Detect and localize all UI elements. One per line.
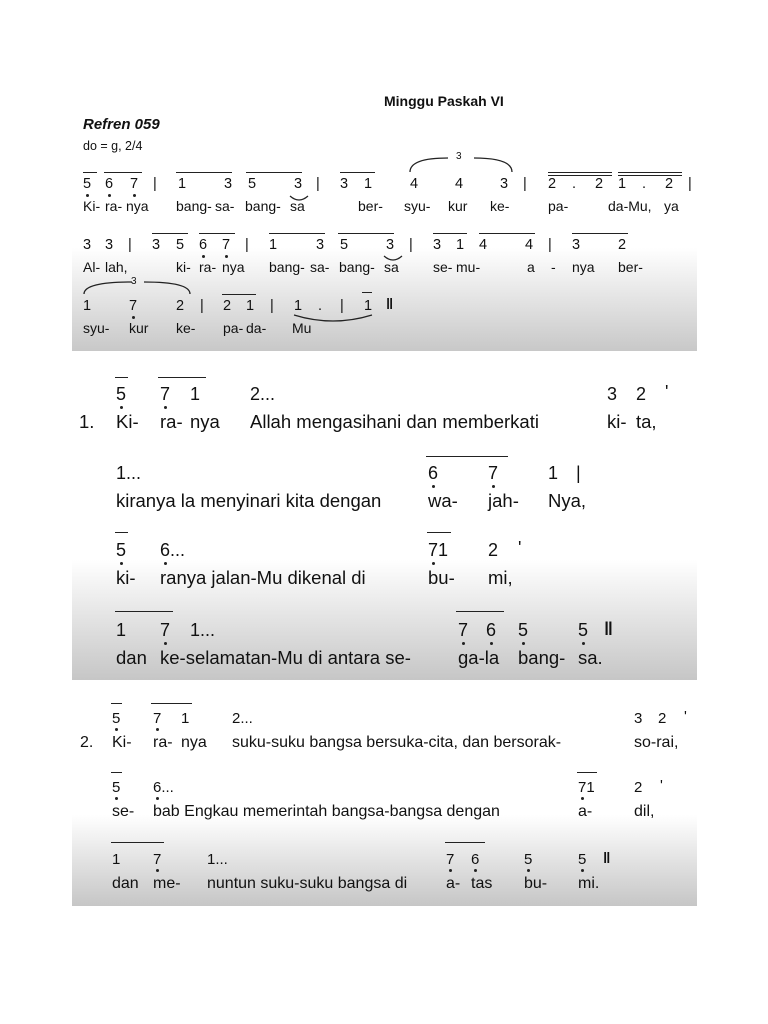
note: 7 [446, 851, 455, 868]
note: 3 [316, 237, 325, 253]
note: 71 [578, 779, 595, 796]
triplet-mark: 3 [456, 151, 462, 162]
note: 5 [578, 851, 587, 868]
barline: | [523, 176, 527, 192]
beam [176, 172, 232, 173]
note: 4 [410, 176, 419, 192]
note: 3 [224, 176, 233, 192]
note: 1... [190, 620, 216, 640]
note: 7 [153, 851, 162, 868]
note: 7 [130, 176, 139, 192]
lyric: wa- [428, 490, 458, 511]
note: 3 [386, 237, 395, 253]
barline: | [200, 298, 204, 314]
octave-dot [225, 255, 228, 258]
lyric: bang- [269, 259, 305, 275]
lyric: syu- [83, 320, 110, 336]
breath-mark: ' [665, 382, 669, 402]
octave-dot [581, 869, 584, 872]
octave-dot [115, 728, 118, 731]
note: 1 [364, 298, 373, 314]
beam [83, 172, 97, 173]
lyric: se- [112, 803, 135, 820]
beam [548, 175, 612, 176]
octave-dot [527, 869, 530, 872]
note: 2... [250, 384, 276, 404]
lyric: bu- [428, 567, 455, 588]
breath-mark: ' [660, 777, 663, 794]
lyric: nya [126, 198, 149, 214]
lyric: bang- [245, 198, 281, 214]
lyric: ga-la [458, 647, 500, 668]
final-barline: ‖ [603, 850, 611, 867]
octave-dot [492, 485, 495, 488]
note: 2... [232, 710, 253, 727]
lyric: sa- [310, 259, 330, 275]
triplet-arc [82, 278, 192, 298]
note: 6 [486, 620, 497, 640]
octave-dot [120, 406, 123, 409]
barline: | [270, 298, 274, 314]
lyric: a- [446, 875, 461, 892]
beam [427, 532, 451, 533]
final-barline: ‖ [604, 619, 613, 639]
beam [222, 294, 256, 295]
lyric: sa- [215, 198, 235, 214]
beam [111, 842, 164, 843]
note: 1 [456, 237, 465, 253]
note: 5 [112, 779, 121, 796]
note: 1 [181, 710, 190, 727]
note: 3 [500, 176, 509, 192]
note: 3 [634, 710, 643, 727]
beam [158, 377, 206, 378]
note: 1 [294, 298, 303, 314]
beam [572, 233, 628, 234]
lyric: dan [116, 647, 147, 668]
note: 2 [176, 298, 185, 314]
lyric: pa- [548, 198, 569, 214]
octave-dot [86, 194, 89, 197]
note: 1... [116, 463, 142, 483]
lyric: Ki- [83, 198, 101, 214]
note: 5 [578, 620, 589, 640]
note: 1 [618, 176, 627, 192]
barline: | [340, 298, 344, 314]
lyric: sa [290, 198, 305, 214]
barline: | [245, 237, 249, 253]
beam [577, 772, 597, 773]
note: 2 [223, 298, 232, 314]
lyric: se- [433, 259, 453, 275]
note: 1 [112, 851, 121, 868]
note: 2 [658, 710, 667, 727]
lyric: ya [664, 198, 679, 214]
lyric: kiranya la menyinari kita dengan [116, 490, 382, 511]
barline: | [409, 237, 413, 253]
octave-dot [582, 642, 585, 645]
octave-dot [462, 642, 465, 645]
note: 1 [364, 176, 373, 192]
note: 3 [607, 384, 618, 404]
octave-dot [132, 316, 135, 319]
note: 1 [548, 463, 559, 483]
lyric: a [527, 259, 535, 275]
note: 1 [116, 620, 127, 640]
verse-number: 2. [80, 734, 94, 751]
note: 4 [525, 237, 534, 253]
beam [618, 175, 682, 176]
lyric: sa. [578, 647, 603, 668]
octave-dot [490, 642, 493, 645]
barline: | [153, 176, 157, 192]
beam [340, 172, 375, 173]
note: 3 [572, 237, 581, 253]
lyric: suku-suku bangsa bersuka-cita, dan bersorak- [232, 734, 562, 751]
lyric: ke- [490, 198, 510, 214]
beam [479, 233, 535, 234]
beam [115, 377, 128, 378]
octave-dot [164, 406, 167, 409]
octave-dot [581, 797, 584, 800]
note: 3 [152, 237, 161, 253]
verse-number: 1. [79, 411, 95, 432]
octave-dot [432, 485, 435, 488]
beam [548, 172, 612, 173]
key-signature: do = g, 2/4 [83, 139, 143, 153]
beam [199, 233, 235, 234]
lyric: mi. [578, 875, 600, 892]
note-dot: . [318, 298, 323, 314]
breath-mark: ' [518, 538, 522, 558]
beam [433, 233, 467, 234]
lyric: Mu [292, 320, 312, 336]
note-dot: . [572, 176, 577, 192]
note: 7 [222, 237, 231, 253]
octave-dot [432, 562, 435, 565]
note: 1... [207, 851, 228, 868]
lyric: bu- [524, 875, 548, 892]
note: 5 [524, 851, 533, 868]
note: 3 [83, 237, 92, 253]
lyric: nya [190, 411, 220, 432]
note: 6 [471, 851, 480, 868]
octave-dot [474, 869, 477, 872]
note: 1 [190, 384, 201, 404]
note: 4 [455, 176, 464, 192]
note: 2 [665, 176, 674, 192]
beam [456, 611, 504, 612]
lyric: kur [448, 198, 468, 214]
lyric: ta, [636, 411, 657, 432]
note: 2 [488, 540, 499, 560]
note: 5 [518, 620, 529, 640]
beam [151, 703, 192, 704]
lyric: Ki- [116, 411, 139, 432]
note: 6 [199, 237, 208, 253]
note: 6 [105, 176, 114, 192]
lyric: da- [246, 320, 267, 336]
beam [426, 456, 508, 457]
note: 7 [129, 298, 138, 314]
barline: | [688, 176, 692, 192]
lyric: dan [112, 875, 139, 892]
note: 1 [246, 298, 255, 314]
lyric: sa [384, 259, 399, 275]
note: 2 [595, 176, 604, 192]
note: 7 [488, 463, 499, 483]
lyric: nya [572, 259, 595, 275]
beam [246, 172, 302, 173]
lyric: ki- [116, 567, 136, 588]
lyric: - [551, 259, 556, 275]
breath-mark: ' [684, 708, 687, 725]
note: 3 [105, 237, 114, 253]
beam [104, 172, 142, 173]
lyric: jah- [488, 490, 519, 511]
barline: | [128, 237, 132, 253]
octave-dot [156, 869, 159, 872]
lyric: Al- [83, 259, 101, 275]
note: 5 [83, 176, 92, 192]
lyric: ra- [160, 411, 183, 432]
note: 2 [618, 237, 627, 253]
lyric: bab Engkau memerintah bangsa-bangsa dengan [153, 803, 500, 820]
note: 6... [160, 540, 186, 560]
page-title: Minggu Paskah VI [384, 93, 504, 109]
lyric: so-rai, [634, 734, 679, 751]
lyric: bang- [176, 198, 212, 214]
lyric: kur [129, 320, 149, 336]
note: 7 [160, 384, 171, 404]
lyric: ber- [358, 198, 383, 214]
lyric: ra- [105, 198, 123, 214]
note: 6 [428, 463, 439, 483]
lyric: bang- [339, 259, 375, 275]
lyric: da-Mu, [608, 198, 652, 214]
lyric: ki- [607, 411, 627, 432]
octave-dot [115, 797, 118, 800]
note: 7 [458, 620, 469, 640]
lyric: ranya jalan-Mu dikenal di [160, 567, 366, 588]
note: 1 [269, 237, 278, 253]
lyric: tas [471, 875, 493, 892]
note: 7 [153, 710, 162, 727]
note: 6... [153, 779, 174, 796]
lyric: ra- [153, 734, 173, 751]
beam [115, 532, 128, 533]
octave-dot [202, 255, 205, 258]
lyric: dil, [634, 803, 655, 820]
beam [338, 233, 394, 234]
beam [111, 703, 122, 704]
lyric: mu- [456, 259, 481, 275]
lyric: pa- [223, 320, 244, 336]
lyric: ki- [176, 259, 191, 275]
lyric: Nya, [548, 490, 587, 511]
octave-dot [449, 869, 452, 872]
lyric: ra- [199, 259, 217, 275]
note: 71 [428, 540, 449, 560]
beam [115, 611, 173, 612]
note: 4 [479, 237, 488, 253]
beam [362, 292, 372, 293]
lyric: syu- [404, 198, 431, 214]
note: 5 [112, 710, 121, 727]
note: 2 [636, 384, 647, 404]
octave-dot [133, 194, 136, 197]
lyric: ber- [618, 259, 643, 275]
beam [111, 772, 122, 773]
lyric: ke- [176, 320, 196, 336]
lyric: bang- [518, 647, 566, 668]
octave-dot [108, 194, 111, 197]
final-barline: ‖ [386, 297, 394, 313]
octave-dot [522, 642, 525, 645]
lyric: a- [578, 803, 593, 820]
lyric: ke-selamatan-Mu di antara se- [160, 647, 411, 668]
lyric: me- [153, 875, 181, 892]
note: 2 [548, 176, 557, 192]
lyric: mi, [488, 567, 513, 588]
octave-dot [156, 728, 159, 731]
note: 5 [248, 176, 257, 192]
beam [269, 233, 325, 234]
barline: | [316, 176, 320, 192]
note: 5 [116, 384, 127, 404]
lyric: Ki- [112, 734, 132, 751]
note: 1 [178, 176, 187, 192]
note: 5 [176, 237, 185, 253]
octave-dot [120, 562, 123, 565]
octave-dot [156, 797, 159, 800]
note: 7 [160, 620, 171, 640]
lyric: nya [181, 734, 207, 751]
beam [618, 172, 682, 173]
lyric: nya [222, 259, 245, 275]
note: 5 [340, 237, 349, 253]
note: 3 [340, 176, 349, 192]
beam [445, 842, 485, 843]
note-dot: . [642, 176, 647, 192]
barline: | [576, 463, 581, 483]
beam [152, 233, 188, 234]
barline: | [548, 237, 552, 253]
triplet-mark: 3 [131, 276, 137, 287]
note: 5 [116, 540, 127, 560]
octave-dot [164, 562, 167, 565]
note: 2 [634, 779, 643, 796]
note: 1 [83, 298, 92, 314]
octave-dot [164, 642, 167, 645]
note: 3 [294, 176, 303, 192]
lyric: Allah mengasihani dan memberkati [250, 411, 539, 432]
note: 3 [433, 237, 442, 253]
lyric: lah, [105, 259, 128, 275]
refren-label: Refren 059 [83, 116, 160, 133]
lyric: nuntun suku-suku bangsa di [207, 875, 408, 892]
